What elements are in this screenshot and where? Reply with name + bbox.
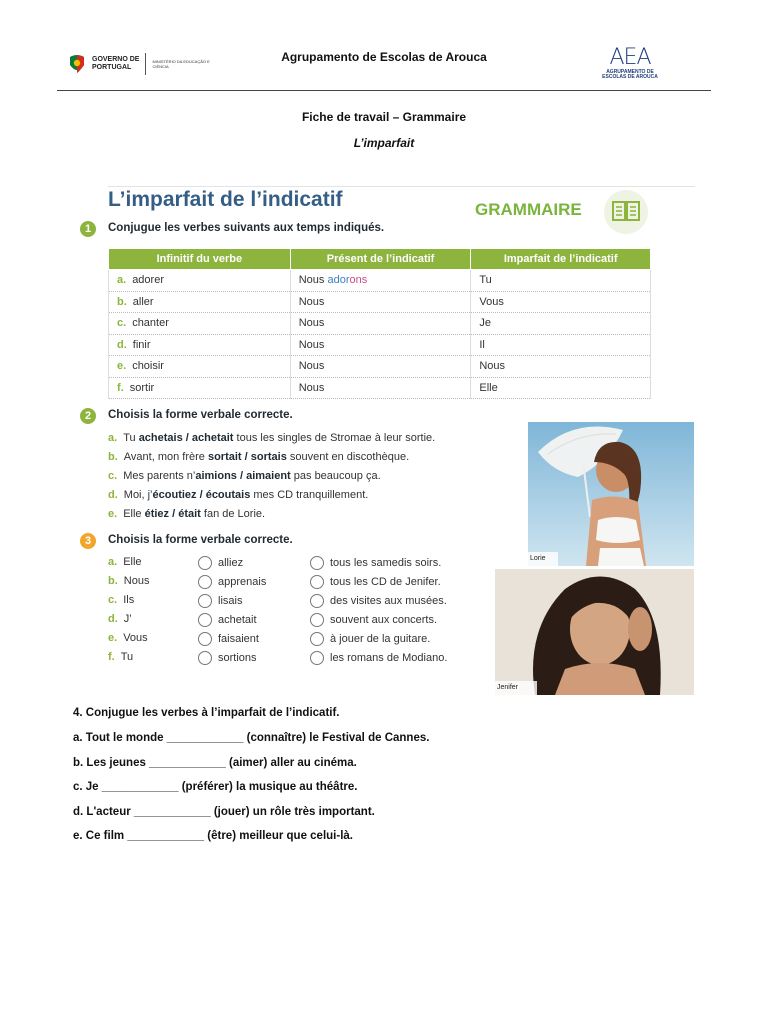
present-cell[interactable] [290, 313, 471, 335]
imparfait-cell[interactable] [471, 313, 651, 335]
book-top-rule [108, 186, 695, 187]
infinitive: chanter [132, 317, 169, 330]
ex2-line [108, 470, 381, 482]
open-book-icon [612, 200, 640, 222]
book-title: L’imparfait de l’indicatif [108, 188, 343, 211]
line-after: fan de Lorie. [200, 508, 266, 520]
table-header: Imparfait de l’indicatif [471, 249, 651, 270]
line-letter: a. [108, 432, 118, 444]
table-row [109, 334, 651, 356]
verb-choice[interactable]: aimions / aimaient [195, 470, 291, 482]
header-divider [57, 90, 711, 91]
verb-choice[interactable]: achetais / achetait [138, 432, 234, 444]
table-header-row [109, 249, 651, 270]
verb-option: achetait [218, 613, 257, 626]
subject: Nous [123, 575, 150, 587]
ex3-complement [310, 632, 430, 646]
ex4-line[interactable]: e. Ce film ____________ (être) meilleur que celui-là. [73, 830, 353, 842]
verb-option: faisaient [218, 632, 259, 645]
ex3-verb [198, 613, 257, 627]
table-row [109, 270, 651, 292]
infinitive: finir [132, 338, 151, 351]
caption-jenifer: Jenifer [497, 684, 519, 691]
ex3-verb [198, 556, 243, 570]
table-row [109, 313, 651, 335]
line-letter: e. [108, 508, 118, 520]
complement-option: à jouer de la guitare. [330, 632, 431, 645]
complement-option: tous les samedis soirs. [330, 556, 442, 569]
present-cell[interactable] [290, 270, 471, 292]
present-pronoun: Nous [298, 338, 325, 351]
ministry-text: MINISTÉRIO DA EDUCAÇÃO E CIÊNCIA [152, 59, 210, 69]
gov-line2: PORTUGAL [92, 64, 132, 71]
ex3-subject [108, 594, 134, 606]
ex3-verb [198, 632, 259, 646]
infinitive-cell [109, 313, 291, 335]
imparfait-pronoun: Il [479, 338, 485, 351]
caption-lorie: Lorie [530, 555, 546, 562]
sheet-title: Fiche de travail – Grammaire [301, 110, 467, 124]
ex2-line [108, 451, 409, 463]
infinitive: aller [132, 295, 154, 308]
infinitive-cell [109, 334, 291, 356]
ex1-instruction: Conjugue les verbes suivants aux temps indiqués. [108, 222, 385, 234]
imparfait-cell[interactable] [471, 334, 651, 356]
ex3-number: 3 [80, 533, 96, 549]
line-before: Mes parents n’ [123, 470, 196, 482]
line-before: Tu [123, 432, 139, 444]
line-letter: b. [108, 451, 118, 463]
ex3-subject [108, 651, 133, 663]
aea-logo [598, 46, 662, 88]
infinitive-cell [109, 377, 291, 399]
ex3-verb [198, 651, 257, 665]
table-header: Infinitif du verbe [109, 249, 291, 270]
gov-line1: GOVERNO DE [92, 56, 140, 63]
subject: Vous [123, 632, 148, 644]
row-letter: a. [117, 274, 127, 287]
sheet-subtitle: L’imparfait [353, 136, 415, 150]
infinitive: sortir [129, 381, 155, 394]
row-letter: b. [117, 295, 127, 308]
complement-option: des visites aux musées. [330, 594, 447, 607]
imparfait-cell[interactable] [471, 291, 651, 313]
line-before: Elle [123, 508, 145, 520]
ex3-verb [198, 575, 266, 589]
ex3-instruction: Choisis la forme verbale correcte. [108, 534, 293, 546]
ex1-number: 1 [80, 221, 96, 237]
infinitive: adorer [132, 274, 164, 287]
radio-complement[interactable] [310, 556, 324, 570]
subject: J’ [123, 613, 132, 625]
present-cell[interactable] [290, 356, 471, 378]
verb-table-body [109, 270, 651, 399]
radio-verb[interactable] [198, 556, 212, 570]
present-pronoun: Nous [298, 381, 325, 394]
verb-option: alliez [218, 556, 244, 569]
radio-complement[interactable] [310, 613, 324, 627]
row-letter: b. [108, 575, 118, 587]
ex3-subject [108, 613, 132, 625]
radio-complement[interactable] [310, 594, 324, 608]
present-pronoun: Nous [298, 274, 325, 287]
ex3-complement [310, 594, 447, 608]
row-letter: e. [108, 632, 118, 644]
present-ending: ons [349, 274, 368, 287]
infinitive-cell [109, 356, 291, 378]
radio-verb[interactable] [198, 594, 212, 608]
line-before: Moi, j’ [123, 489, 153, 501]
row-letter: a. [108, 556, 118, 568]
subject: Ils [123, 594, 135, 606]
line-after: souvent en discothèque. [286, 451, 410, 463]
lorie-photo-image [528, 422, 694, 566]
ex2-number: 2 [80, 408, 96, 424]
subject: Tu [120, 651, 134, 663]
verb-option: lisais [218, 594, 243, 607]
ex3-subject [108, 632, 148, 644]
radio-complement[interactable] [310, 651, 324, 665]
table-header: Présent de l’indicatif [290, 249, 471, 270]
ex3-complement [310, 613, 437, 627]
row-letter: f. [108, 651, 115, 663]
verb-choice[interactable]: écoutiez / écoutais [152, 489, 251, 501]
radio-verb[interactable] [198, 613, 212, 627]
present-stem: ador [327, 274, 350, 287]
row-letter: f. [117, 381, 124, 394]
aea-logo-subtitle: AGRUPAMENTO DE ESCOLAS DE AROUCA [602, 69, 658, 80]
infinitive: choisir [132, 360, 164, 373]
present-cell[interactable] [290, 291, 471, 313]
ex4-line[interactable]: c. Je ____________ (préférer) la musique au théâtre. [73, 781, 358, 793]
verb-choice[interactable]: étiez / était [144, 508, 201, 520]
table-row [109, 377, 651, 399]
imparfait-cell[interactable] [471, 377, 651, 399]
radio-complement[interactable] [310, 632, 324, 646]
jenifer-photo-image [495, 569, 694, 695]
line-letter: c. [108, 470, 118, 482]
subject: Elle [123, 556, 142, 568]
ex3-complement [310, 575, 441, 589]
imparfait-cell[interactable] [471, 270, 651, 292]
aea-logo-letters: AEA [609, 45, 651, 70]
photo-lorie [528, 422, 694, 566]
line-after: pas beaucoup ça. [290, 470, 381, 482]
ex3-subject [108, 575, 149, 587]
present-pronoun: Nous [298, 295, 325, 308]
ex2-instruction: Choisis la forme verbale correcte. [108, 409, 293, 421]
row-letter: e. [117, 360, 127, 373]
school-name: Agrupamento de Escolas de Arouca [281, 50, 487, 64]
radio-verb[interactable] [198, 632, 212, 646]
present-cell[interactable] [290, 377, 471, 399]
radio-verb[interactable] [198, 575, 212, 589]
verb-choice[interactable]: sortait / sortais [207, 451, 287, 463]
verb-option: apprenais [218, 575, 267, 588]
grammaire-badge: GRAMMAIRE [475, 200, 582, 219]
infinitive-cell [109, 270, 291, 292]
imparfait-cell[interactable] [471, 356, 651, 378]
infinitive-cell [109, 291, 291, 313]
line-after: tous les singles de Stromae à leur sortie. [233, 432, 436, 444]
complement-option: tous les CD de Jenifer. [330, 575, 441, 588]
ex3-verb [198, 594, 242, 608]
ex2-line [108, 508, 265, 520]
imparfait-pronoun: Elle [479, 381, 498, 394]
verb-option: sortions [218, 651, 257, 664]
line-letter: d. [108, 489, 118, 501]
ex4-line[interactable]: b. Les jeunes ____________ (aimer) aller au cinéma. [73, 756, 357, 769]
ex4-instruction: 4. Conjugue les verbes à l’imparfait de l’indicatif. [73, 707, 340, 719]
complement-option: les romans de Modiano. [330, 651, 448, 664]
row-letter: c. [108, 594, 118, 606]
ex3-subject [108, 556, 142, 568]
radio-complement[interactable] [310, 575, 324, 589]
ex2-line [108, 489, 368, 501]
ex3-complement [310, 651, 447, 665]
verb-table [108, 248, 651, 399]
table-row [109, 291, 651, 313]
ex2-line [108, 432, 435, 444]
row-letter: d. [117, 338, 127, 351]
line-before: Avant, mon frère [123, 451, 208, 463]
radio-verb[interactable] [198, 651, 212, 665]
row-letter: d. [108, 613, 118, 625]
imparfait-pronoun: Nous [479, 360, 506, 373]
present-cell[interactable] [290, 334, 471, 356]
ex4-line[interactable]: d. L'acteur ____________ (jouer) un rôle très important. [73, 805, 375, 818]
imparfait-pronoun: Je [479, 317, 491, 330]
row-letter: c. [117, 317, 127, 330]
present-pronoun: Nous [298, 317, 325, 330]
line-after: mes CD tranquillement. [250, 489, 369, 501]
imparfait-pronoun: Tu [479, 274, 492, 287]
ex3-complement [310, 556, 441, 570]
imparfait-pronoun: Vous [479, 295, 504, 308]
present-pronoun: Nous [298, 360, 325, 373]
table-row [109, 356, 651, 378]
ex4-line[interactable]: a. Tout le monde ____________ (connaître) le Festival de Cannes. [73, 732, 430, 744]
photo-jenifer [495, 569, 694, 695]
complement-option: souvent aux concerts. [330, 613, 438, 626]
